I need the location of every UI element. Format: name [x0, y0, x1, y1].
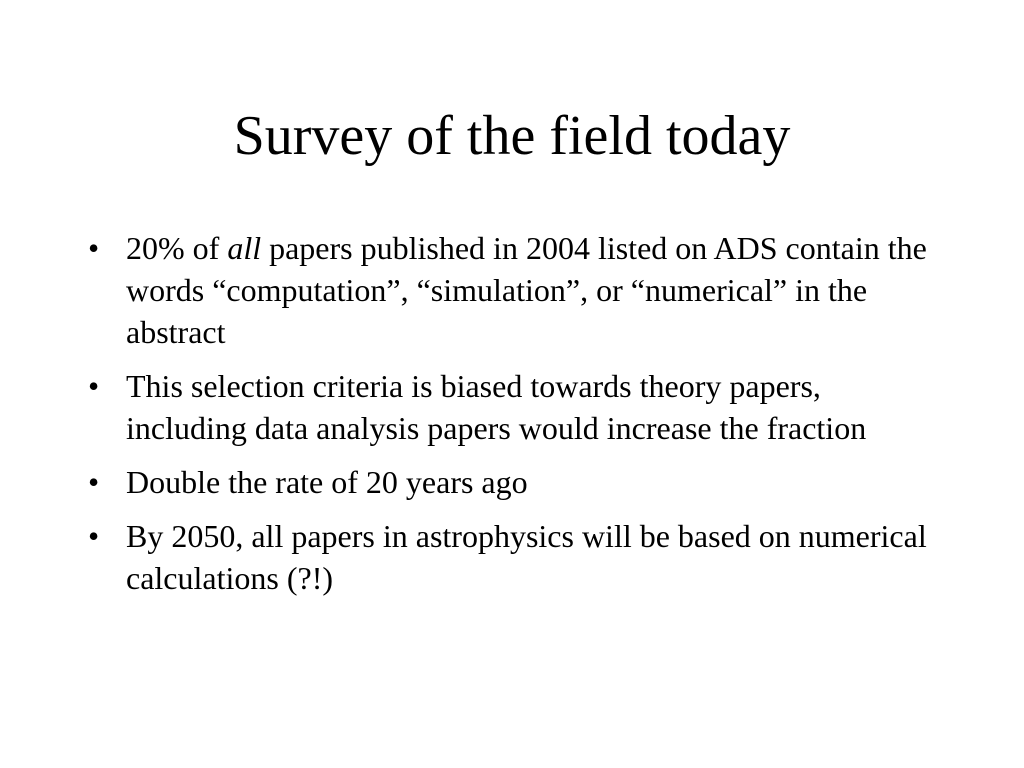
bullet-marker: •	[88, 368, 100, 404]
bullet-text	[126, 230, 927, 350]
bullet-marker: •	[88, 464, 100, 500]
bullet-item	[88, 461, 948, 503]
bullet-text-emphasis: all	[227, 230, 262, 266]
bullet-text: This selection criteria is biased towards theory papers, including data analysis papers would increase the fraction	[126, 368, 867, 446]
bullet-marker: •	[88, 230, 100, 266]
bullet-text: By 2050, all papers in astrophysics will be based on numerical calculations (?!)	[126, 518, 927, 596]
bullet-item	[88, 227, 948, 353]
bullet-item	[88, 365, 948, 449]
bullet-text-suffix: papers published in 2004 listed on ADS contain the words “computation”, “simulation”, or “numerical” in the abstract	[126, 230, 927, 350]
bullet-text-prefix: 20% of	[126, 230, 228, 266]
bullet-text: Double the rate of 20 years ago	[126, 464, 528, 500]
bullet-item	[88, 515, 948, 599]
bullet-list	[88, 227, 948, 611]
slide-title: Survey of the field today	[233, 105, 791, 167]
bullet-marker: •	[88, 518, 100, 554]
